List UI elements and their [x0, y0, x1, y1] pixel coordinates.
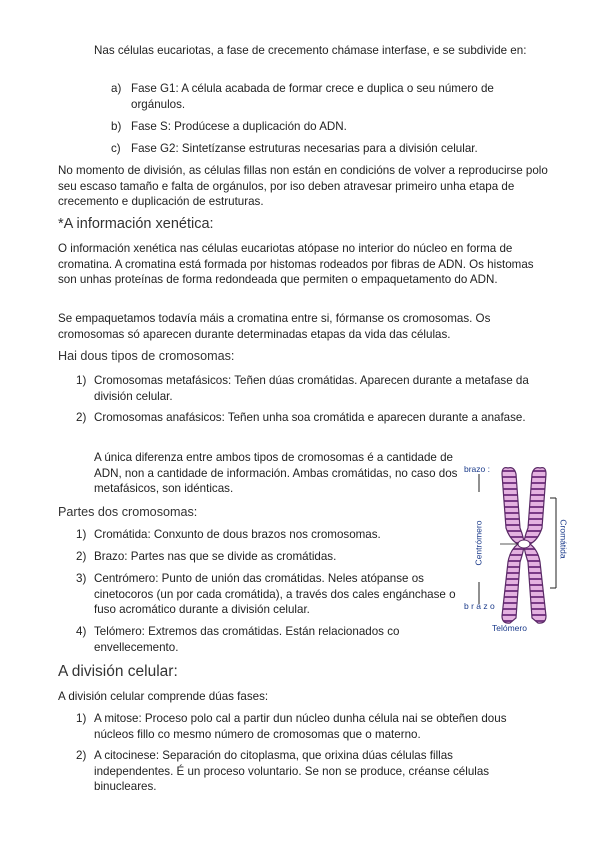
phase-text: Fase S: Prodúcese a duplicación do ADN.: [131, 120, 347, 133]
type-text: Cromosomas metafásicos: Teñen dúas cromátidas. Aparecen durante a metafase da división celular.: [94, 374, 529, 403]
part-item: [76, 527, 466, 543]
types-heading: Hai dous tipos de cromosomas:: [58, 349, 235, 363]
genetic-paragraph-2: Se empaquetamos todavía máis a cromatina entre si, fórmanse os cromosomas. Os cromosomas só aparecen durante determinadas etapas da vida das células.: [58, 312, 491, 341]
phase-marker: a): [111, 82, 122, 95]
phase-item: [111, 81, 541, 113]
part-marker: 4): [76, 625, 87, 638]
phase-text: Fase G2: Sintetízanse estruturas necesarias para a división celular.: [131, 142, 478, 155]
phase-item: [111, 141, 541, 157]
division-paragraph: No momento de división, as células fillas non están en condicións de volver a reproducirse polo seu escaso tamaño e falta de orgánulos, por iso deben atravesar primeiro unha etapa de crecemento e duplicación de estruturas.: [58, 164, 548, 209]
figure-label-chromatid: Cromátida: [558, 519, 569, 559]
part-marker: 2): [76, 550, 87, 563]
figure-label-telomere: Telómero: [492, 623, 527, 633]
centromere-mark: [518, 540, 530, 548]
division-phase-item: [76, 748, 546, 796]
division-phase-text: A mitose: Proceso polo cal a partir dun núcleo dunha célula nai se obteñen dous núcleos fillo co mesmo número de cromosomas que o materno.: [94, 712, 507, 741]
type-item: [76, 373, 546, 405]
division-phase-text: A citocinese: Separación do citoplasma, que orixina dúas células fillas independentes. É un proceso voluntario. Se non se produce, créanse células binucleares.: [94, 749, 490, 794]
phase-marker: b): [111, 120, 122, 133]
chromosome-figure: [462, 458, 590, 636]
types-note: A única diferenza entre ambos tipos de cromosomas é a cantidade de ADN, non a cantidade de información. Ambas cromátidas, no caso dos metafásicos, son idénticas.: [94, 451, 458, 496]
part-text: Telómero: Extremos das cromátidas. Están relacionados co envellecemento.: [94, 625, 400, 654]
part-marker: 3): [76, 572, 87, 585]
cell-division-heading: A división celular:: [58, 663, 178, 680]
part-item: [76, 571, 466, 619]
cell-division-intro: A división celular comprende dúas fases:: [58, 690, 269, 703]
genetic-paragraph-1: O información xenética nas células eucariotas atópase no interior do núcleo en forma de cromatina. A cromatina está formada por histomas rodeados por fibras de ADN. Os histomas son unhas proteínas de forma redondeada que permiten o empaquetamento do ADN.: [58, 242, 534, 287]
division-phase-marker: 2): [76, 749, 87, 762]
phase-marker: c): [111, 142, 121, 155]
division-phase-marker: 1): [76, 712, 87, 725]
phase-item: [111, 119, 541, 135]
type-item: [76, 410, 546, 442]
type-marker: 1): [76, 374, 87, 387]
division-phase-item: [76, 711, 546, 743]
figure-label-arm-top: brazo :: [464, 464, 490, 474]
phase-text: Fase G1: A célula acabada de formar crece e duplica o seu número de orgánulos.: [131, 82, 494, 111]
figure-label-centromere: Centrómero: [473, 520, 484, 566]
part-marker: 1): [76, 528, 87, 541]
part-text: Cromátida: Conxunto de dous brazos nos cromosomas.: [94, 528, 381, 541]
part-item: [76, 549, 466, 565]
type-marker: 2): [76, 411, 87, 424]
figure-label-arm-bottom: b r a z o: [464, 601, 495, 611]
type-text: Cromosomas anafásicos: Teñen unha soa cromátida e aparecen durante a anafase.: [94, 411, 526, 424]
parts-heading: Partes dos cromosomas:: [58, 505, 198, 519]
intro-paragraph: Nas células eucariotas, a fase de crecemento chámase interfase, e se subdivide en:: [94, 44, 527, 57]
part-text: Brazo: Partes nas que se divide as cromátidas.: [94, 550, 337, 563]
part-text: Centrómero: Punto de unión das cromátidas. Neles atópanse os cinetocoros (un por cada cromátida), a través dos cales engánchase o fuso acromático durante a división celular.: [94, 572, 456, 617]
genetic-heading: *A información xenética:: [58, 216, 214, 232]
part-item: [76, 624, 466, 656]
